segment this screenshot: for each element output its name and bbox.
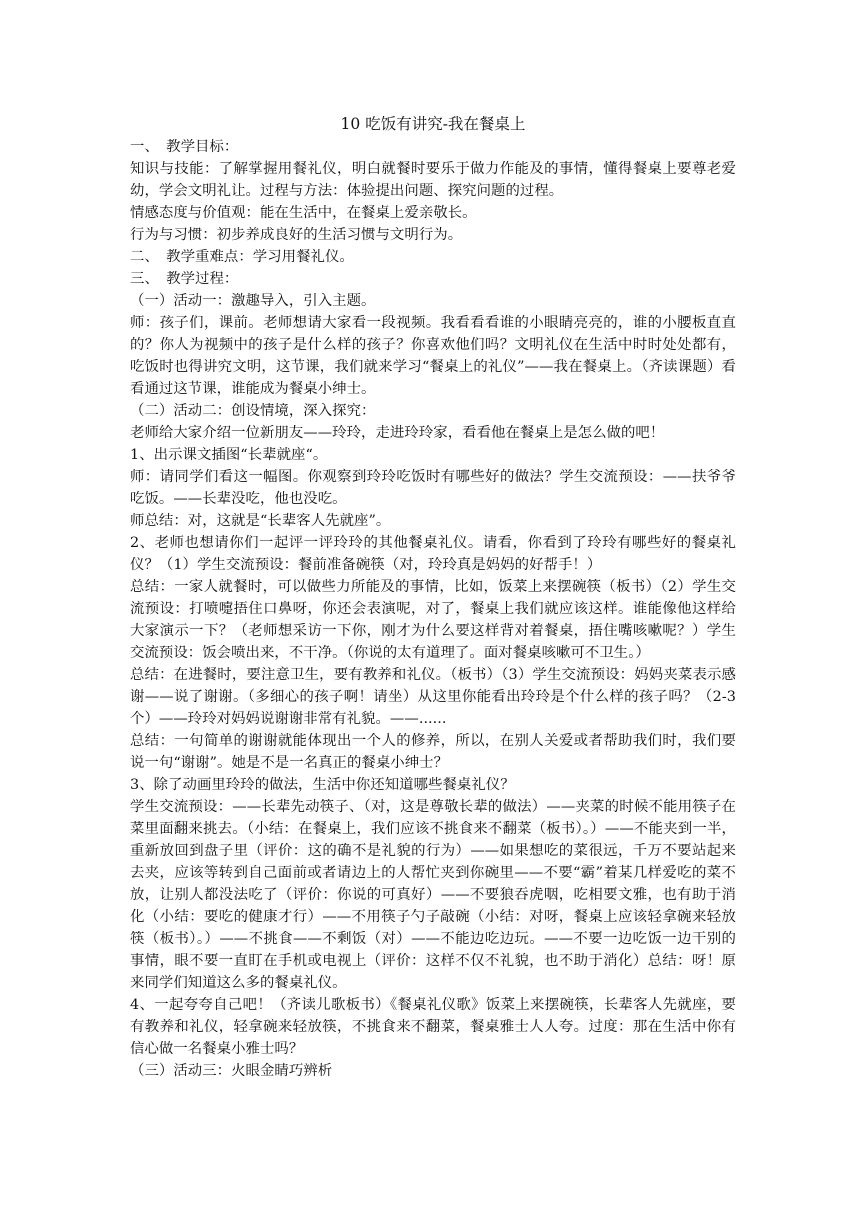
paragraph: 三、 教学过程： — [130, 271, 239, 287]
paragraph: 3、除了动画里玲玲的做法，生活中你还知道哪些餐桌礼仪？ — [130, 777, 515, 793]
paragraph: 学生交流预设：——长辈先动筷子、（对，这是尊敬长辈的做法）——夹菜的时候不能用筷子在菜里面翻来挑去。（小结：在餐桌上，我们应该不挑食来不翻菜（板书）。）——不能夹到一半，重新放回到盘子里（评价：这的确不是礼貌的行为）——如果想吃的菜很远，千万不要站起来去夹，应该等转到自己面前或者请边上的人帮忙夹到你碗里——不要“霸”着某几样爱吃的菜不放，让别人都没法吃了（评价：你说的可真好）——不要狼吞虎咽，吃相要文雅，也有助于消化（小结：要吃的健康才行）——不用筷子勺子敲碗（小结：对呀，餐桌上应该轻拿碗来轻放筷（板书）。）——不挑食——不剩饭（对）——不能边吃边玩。——不要一边吃饭一边干别的事情，眼不要一直盯在手机或电视上（评价：这样不仅不礼貌，也不助于消化）总结：呀！原来同学们知道这么多的餐桌礼仪。 — [130, 799, 736, 991]
paragraph: 二、 教学重难点：学习用餐礼仪。 — [130, 249, 354, 265]
paragraph: 总结：一家人就餐时，可以做些力所能及的事情，比如，饭菜上来摆碗筷（板书）（2）学生交流预设：打喷嚏捂住口鼻呀，你还会表演呢，对了，餐桌上我们就应该这样。谁能像他这样给大家演示一下？（老师想采访一下你，刚才为什么要这样背对着餐桌，捂住嘴咳嗽呢？）学生交流预设：饭会喷出来，不干净。（你说的太有道理了。面对餐桌咳嗽可不卫生。） — [130, 579, 736, 661]
document-body — [130, 136, 736, 1082]
paragraph: 师总结：对，这就是“长辈客人先就座”。 — [130, 513, 391, 529]
paragraph: 行为与习惯：初步养成良好的生活习惯与文明行为。 — [130, 227, 463, 243]
paragraph: 总结：在进餐时，要注意卫生，要有教养和礼仪。（板书）（3）学生交流预设：妈妈夹菜表示感谢——说了谢谢。（多细心的孩子啊！请坐）从这里你能看出玲玲是个什么样的孩子吗？（2-3个）——玲玲对妈妈说谢谢非常有礼貌。——...... — [130, 667, 736, 727]
paragraph: 情感态度与价值观：能在生活中，在餐桌上爱亲敬长。 — [130, 205, 477, 221]
paragraph: 一、 教学目标： — [130, 139, 239, 155]
paragraph: 2、老师也想请你们一起评一评玲玲的其他餐桌礼仪。请看，你看到了玲玲有哪些好的餐桌礼仪？（1）学生交流预设：餐前准备碗筷（对，玲玲真是妈妈的好帮手！） — [130, 535, 736, 573]
paragraph: 4、一起夸夸自己吧！（齐读儿歌板书）《餐桌礼仪歌》饭菜上来摆碗筷，长辈客人先就座，要有教养和礼仪，轻拿碗来轻放筷，不挑食来不翻菜，餐桌雅士人人夸。过度：那在生活中你有信心做一名餐桌小雅士吗？ — [130, 997, 736, 1057]
paragraph: （二）活动二：创设情境，深入探究： — [130, 403, 376, 419]
paragraph: 师：孩子们，课前。老师想请大家看一段视频。我看看看谁的小眼睛亮亮的，谁的小腰板直直的？你人为视频中的孩子是什么样的孩子？你喜欢他们吗？文明礼仪在生活中时时处处都有，吃饭时也得讲究文明，这节课，我们就来学习“餐桌上的礼仪”——我在餐桌上。（齐读课题）看看通过这节课，谁能成为餐桌小绅士。 — [130, 315, 736, 397]
document-title: 10 吃饭有讲究-我在餐桌上 — [340, 115, 526, 133]
paragraph: 老师给大家介绍一位新朋友——玲玲，走进玲玲家，看看他在餐桌上是怎么做的吧！ — [130, 425, 665, 441]
paragraph: 总结：一句简单的谢谢就能体现出一个人的修养，所以，在别人关爱或者帮助我们时，我们要说一句“谢谢”。她是不是一名真正的餐桌小绅士？ — [130, 733, 736, 771]
paragraph: （三）活动三：火眼金睛巧辨析 — [130, 1063, 333, 1079]
paragraph: 师：请同学们看这一幅图。你观察到玲玲吃饭时有哪些好的做法？学生交流预设：——扶爷爷吃饭。——长辈没吃，他也没吃。 — [130, 469, 736, 507]
paragraph: 1、出示课文插图“长辈就座“。 — [130, 447, 328, 463]
paragraph: 知识与技能：了解掌握用餐礼仪，明白就餐时要乐于做力作能及的事情，懂得餐桌上要尊老爱幼，学会文明礼让。过程与方法：体验提出问题、探究问题的过程。 — [130, 161, 736, 199]
document-page — [130, 113, 736, 1082]
paragraph: （一）活动一：激趣导入，引入主题。 — [130, 293, 376, 309]
